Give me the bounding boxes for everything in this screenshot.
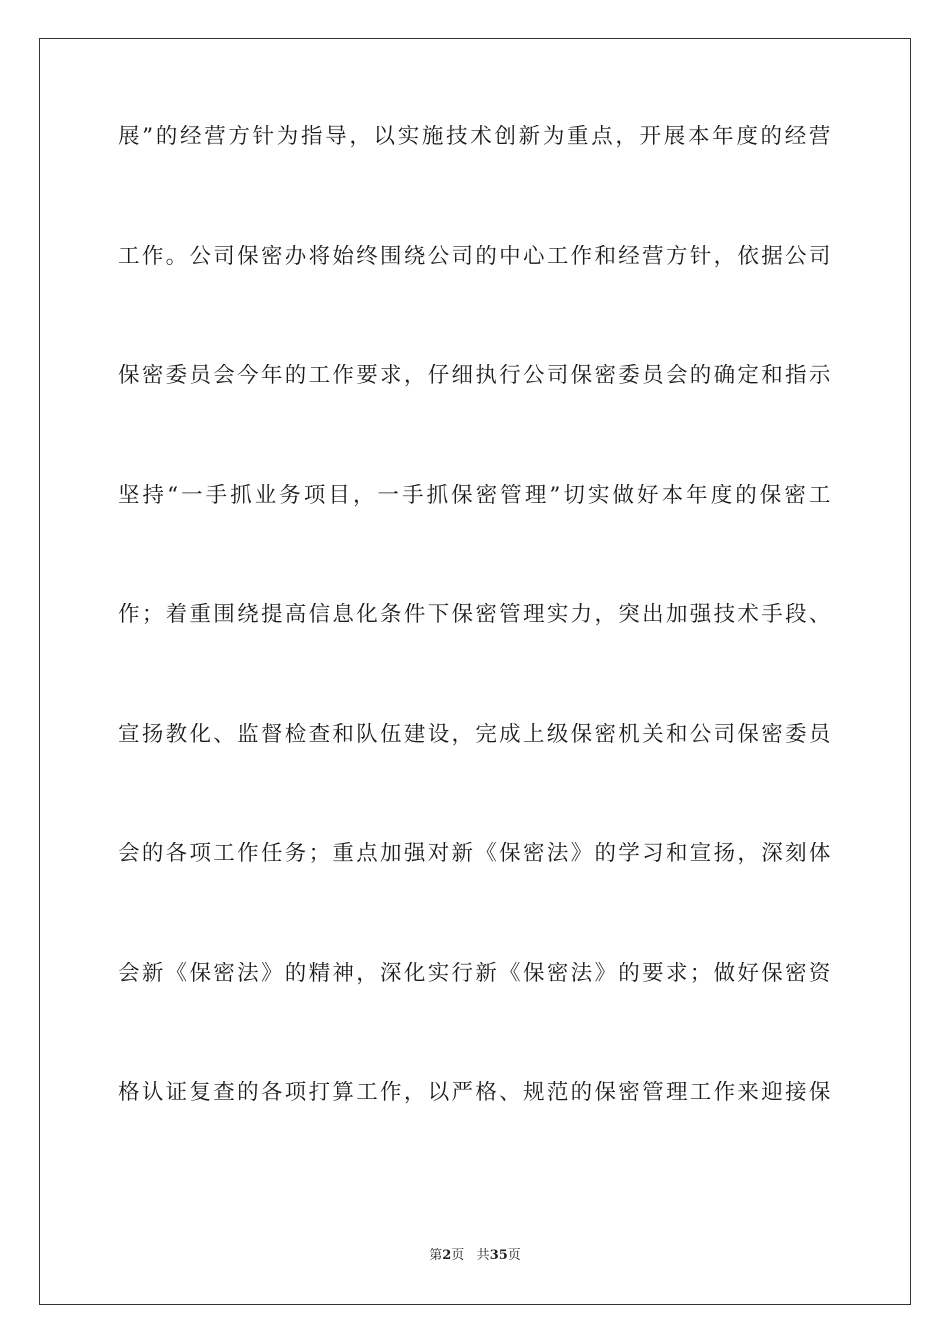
footer-total-suffix: 页	[507, 1248, 521, 1263]
text-line: 会的各项工作任务；重点加强对新《保密法》的学习和宣扬，深刻体	[118, 842, 832, 866]
page-footer	[0, 1248, 950, 1264]
text-line: 坚持“一手抓业务项目，一手抓保密管理”切实做好本年度的保密工	[118, 483, 832, 508]
footer-total-prefix: 共	[476, 1248, 490, 1263]
text-line: 宣扬教化、监督检查和队伍建设，完成上级保密机关和公司保密委员	[118, 722, 832, 747]
text-line: 作；着重围绕提高信息化条件下保密管理实力，突出加强技术手段、	[118, 603, 832, 627]
footer-current-page: 2	[442, 1248, 452, 1263]
footer-page-suffix: 页	[451, 1248, 465, 1263]
text-line: 会新《保密法》的精神，深化实行新《保密法》的要求；做好保密资	[118, 961, 832, 986]
text-line: 格认证复查的各项打算工作，以严格、规范的保密管理工作来迎接保	[118, 1081, 832, 1105]
footer-total-pages: 35	[489, 1248, 508, 1263]
text-line: 工作。公司保密办将始终围绕公司的中心工作和经营方针，依据公司	[118, 244, 832, 269]
document-body	[118, 125, 832, 1201]
text-line: 展”的经营方针为指导，以实施技术创新为重点，开展本年度的经营	[118, 125, 832, 149]
text-line: 保密委员会今年的工作要求，仔细执行公司保密委员会的确定和指示	[118, 364, 832, 388]
footer-page-prefix: 第	[429, 1248, 443, 1263]
